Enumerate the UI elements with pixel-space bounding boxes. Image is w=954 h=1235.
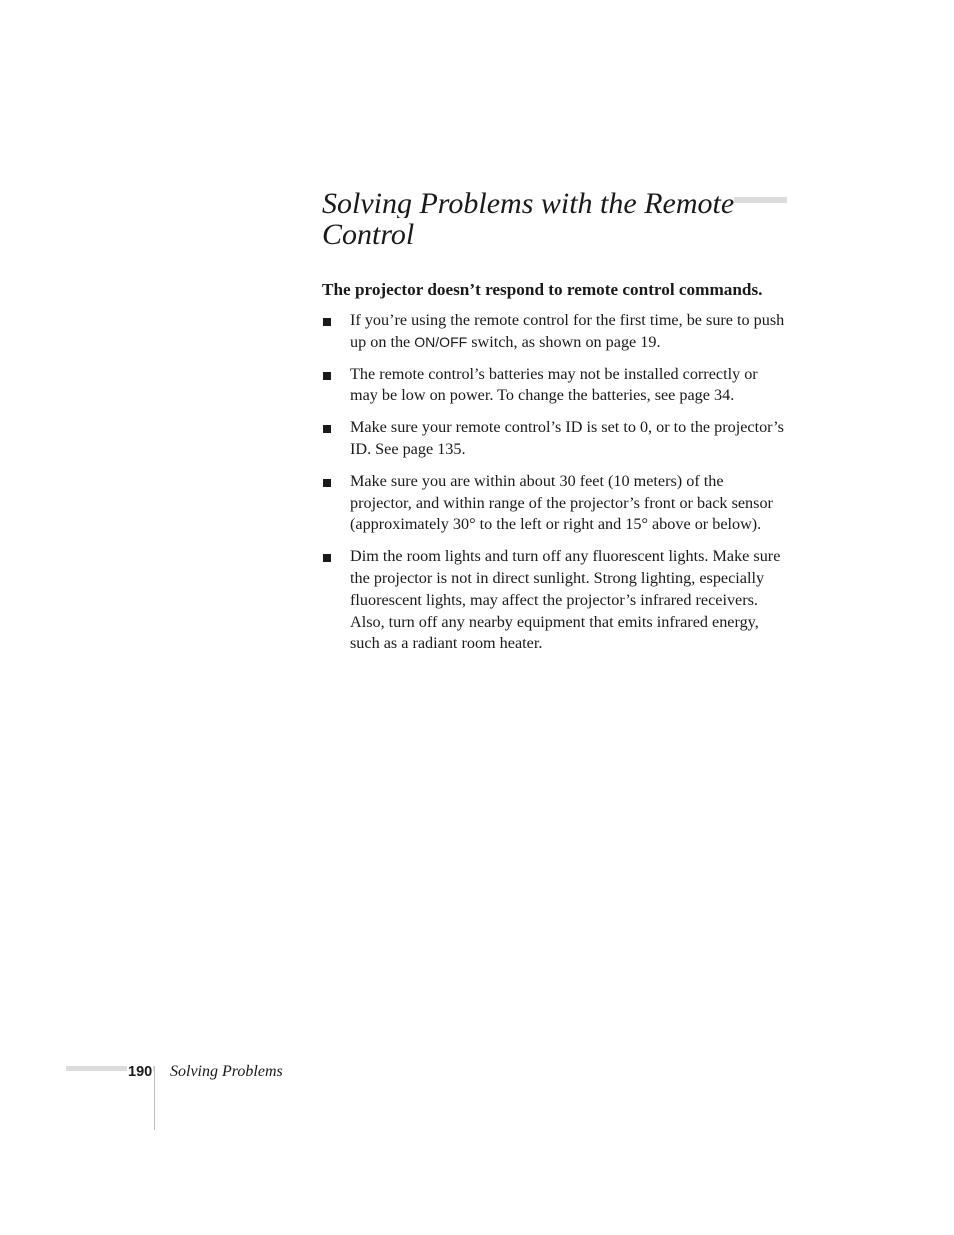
square-bullet-icon [323,318,331,326]
on-off-switch-label: ON/OFF [414,333,468,350]
bullet-text-part: switch, as shown on page 19. [467,332,661,351]
bullet-text: Dim the room lights and turn off any fluorescent lights. Make sure the projector is not in direct sunlight. Strong lighting, especially fluorescent lights, may affect the projector’s infrared receivers. Also, turn off any nearby equipment that emits infrared energy, such as a radiant room heater. [350,547,781,653]
footer-section-name: Solving Problems [170,1063,283,1080]
bullet-text: The remote control’s batteries may not be installed correctly or may be low on power. To change the batteries, see page 34. [350,364,758,405]
bullet-text: Make sure you are within about 30 feet (10 meters) of the projector, and within range of the projector’s front or back sensor (approximately 30° to the left or right and 15° above or below). [350,471,773,534]
square-bullet-icon [323,554,331,562]
list-item [322,417,787,461]
square-bullet-icon [323,479,331,487]
list-item [322,364,787,408]
square-bullet-icon [323,425,331,433]
list-item [322,546,787,655]
page-number: 190 [128,1064,153,1080]
list-item [322,310,787,354]
bullet-text: Make sure your remote control’s ID is set to 0, or to the projector’s ID. See page 135. [350,418,784,458]
problem-heading: The projector doesn’t respond to remote control commands. [322,280,763,299]
section-title-text: Solving Problems with the Remote Control [322,187,735,251]
section-title [322,188,762,250]
footer-divider [154,1066,155,1130]
list-item [322,471,787,536]
bullet-text-part: If you’re using the remote control for the first time, be sure to push up on the [350,311,785,351]
solution-list [322,310,787,665]
square-bullet-icon [323,372,331,380]
